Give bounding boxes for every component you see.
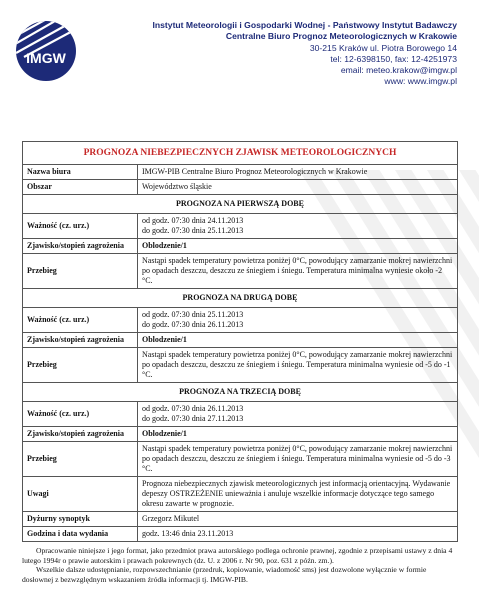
day3-validity xyxy=(138,402,458,427)
forecaster-label: Dyżurny synoptyk xyxy=(23,512,138,527)
imgw-logo xyxy=(14,19,78,83)
day3-validity-label: Ważność (cz. urz.) xyxy=(23,402,138,427)
day1-course-label: Przebieg xyxy=(23,254,138,289)
day1-heading: PROGNOZA NA PIERWSZĄ DOBĘ xyxy=(23,195,458,214)
day1-hazard: Oblodzenie/1 xyxy=(138,239,458,254)
phone-fax: tel: 12-6398150, fax: 12-4251973 xyxy=(330,53,457,64)
day3-from: od godz. 07:30 dnia 26.11.2013 xyxy=(142,404,244,413)
copyright-paragraph-2: Wszelkie dalsze udostępnianie, rozpowszechnianie (przedruk, kopiowanie, wiadomość sms) jest dozwolone wyłącznie w formie dosłownej z bezwzględnym wskazaniem źródła informacji tj. IMGW-PIB. xyxy=(22,565,427,584)
day2-from: od godz. 07:30 dnia 25.11.2013 xyxy=(142,310,244,319)
day2-course: Nastąpi spadek temperatury powietrza poniżej 0°C, powodujący zamarzanie mokrej nawierzchni po opadach deszczu, deszczu ze śniegiem i śniegu. Temperatura minimalna wyniesie od -5 do -1 °C. xyxy=(138,348,458,383)
day2-validity xyxy=(138,308,458,333)
remarks-value: Prognoza niebezpiecznych zjawisk meteorologicznych jest informacją orientacyjną. Wydawanie depeszy OSTRZEŻENIE unieważnia i anuluje wszelkie informacje dotyczące tego samego okresu zawarte w prognozie. xyxy=(138,477,458,512)
day1-validity-label: Ważność (cz. urz.) xyxy=(23,214,138,239)
bureau-name: Centralne Biuro Prognoz Meteorologicznych w Krakowie xyxy=(225,31,457,42)
doc-title: PROGNOZA NIEBEZPIECZNYCH ZJAWISK METEOROLOGICZNYCH xyxy=(23,142,458,165)
copyright-paragraph-1: Opracowanie niniejsze i jego format, jako przedmiot prawa autorskiego podlega ochronie prawnej, zgodnie z przepisami ustawy z dnia 4 lutego 1994r o prawie autorskim i prawach pokrewnych (dz. U. z 2006 r. Nr 90, poz. 631 z późn. zm.). xyxy=(22,546,453,565)
copyright-notice xyxy=(22,546,458,584)
office-label: Nazwa biura xyxy=(23,165,138,180)
day3-to: do godz. 07:30 dnia 27.11.2013 xyxy=(142,414,244,423)
office-value: IMGW-PIB Centralne Biuro Prognoz Meteorologicznych w Krakowie xyxy=(138,165,458,180)
day2-validity-label: Ważność (cz. urz.) xyxy=(23,308,138,333)
svg-text:IMGW: IMGW xyxy=(26,50,66,66)
day2-course-label: Przebieg xyxy=(23,348,138,383)
issued-value: godz. 13:46 dnia 23.11.2013 xyxy=(138,527,458,542)
issued-label: Godzina i data wydania xyxy=(23,527,138,542)
day2-hazard-label: Zjawisko/stopień zagrożenia xyxy=(23,333,138,348)
day3-hazard: Oblodzenie/1 xyxy=(138,427,458,442)
day1-to: do godz. 07:30 dnia 25.11.2013 xyxy=(142,226,244,235)
institute-contact xyxy=(153,20,457,88)
forecast-table xyxy=(22,141,458,542)
day2-hazard: Oblodzenie/1 xyxy=(138,333,458,348)
remarks-label: Uwagi xyxy=(23,477,138,512)
address: 30-215 Kraków ul. Piotra Borowego 14 xyxy=(309,42,457,53)
area-label: Obszar xyxy=(23,180,138,195)
day1-validity xyxy=(138,214,458,239)
day3-course: Nastąpi spadek temperatury powietrza poniżej 0°C, powodujący zamarzanie mokrej nawierzchni po opadach deszczu, deszczu ze śniegiem i śniegu. Temperatura minimalna wyniesie od -5 do -3 °C. xyxy=(138,442,458,477)
day1-course: Nastąpi spadek temperatury powietrza poniżej 0°C, powodujący zamarzanie mokrej nawierzchni po opadach deszczu, deszczu ze śniegiem i śniegu. Temperatura minimalna wyniesie około -2 °C. xyxy=(138,254,458,289)
day3-course-label: Przebieg xyxy=(23,442,138,477)
forecaster-value: Grzegorz Mikutel xyxy=(138,512,458,527)
email: email: meteo.krakow@imgw.pl xyxy=(340,65,457,76)
institute-name: Instytut Meteorologii i Gospodarki Wodnej - Państwowy Instytut Badawczy xyxy=(152,20,457,30)
letterhead xyxy=(0,0,479,118)
day2-heading: PROGNOZA NA DRUGĄ DOBĘ xyxy=(23,289,458,308)
day3-heading: PROGNOZA NA TRZECIĄ DOBĘ xyxy=(23,383,458,402)
website: www: www.imgw.pl xyxy=(384,76,457,87)
day3-hazard-label: Zjawisko/stopień zagrożenia xyxy=(23,427,138,442)
day2-to: do godz. 07:30 dnia 26.11.2013 xyxy=(142,320,244,329)
day1-from: od godz. 07:30 dnia 24.11.2013 xyxy=(142,216,244,225)
area-value: Województwo śląskie xyxy=(138,180,458,195)
day1-hazard-label: Zjawisko/stopień zagrożenia xyxy=(23,239,138,254)
